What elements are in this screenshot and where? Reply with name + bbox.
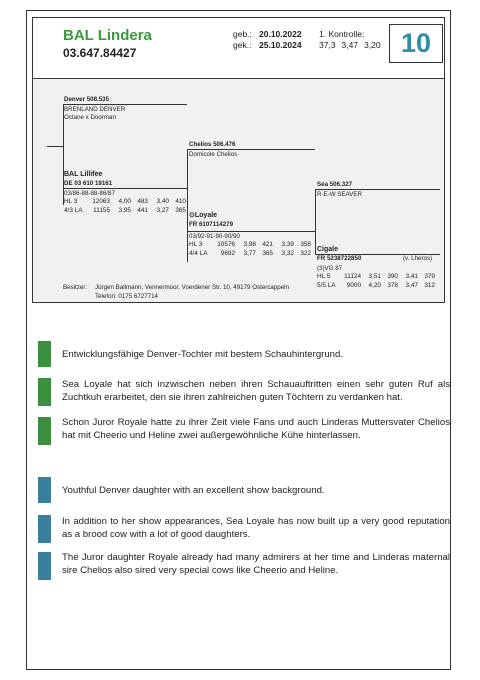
- german-para-3: Schon Juror Royale hatte zu ihrer Zeit viele Fans und auch Linderas Muttersvater Chelios hat mit Cheerio und Heline zwei außergewöhnliche Kühe hinterlassen.: [62, 417, 450, 441]
- perf-fat-pct: 3,51: [368, 273, 381, 280]
- catalog-number: 10: [389, 24, 443, 63]
- perf-prot-pct: 3,41: [405, 273, 418, 280]
- pedigree-line: [47, 146, 63, 147]
- perf-label: 4/3 LA: [64, 207, 83, 214]
- control-block: [319, 29, 387, 51]
- cow-name: BAL Lindera: [63, 27, 152, 44]
- perf-label: HL 5: [317, 273, 331, 280]
- owner-phone: Telefon: 0175 6727714: [95, 293, 158, 300]
- blue-marker: [38, 552, 51, 580]
- perf-fat-kg: 483: [137, 198, 148, 205]
- sire-lineage: Octane x Doorman: [64, 114, 116, 121]
- perf-prot-kg: 322: [300, 250, 311, 257]
- perf-milk: 9692: [220, 250, 235, 257]
- sire-full-name: BRENLAND DENVER: [64, 106, 126, 113]
- perf-prot-pct: 3,27: [156, 207, 169, 214]
- great-granddam-scores: (3)VG 87: [317, 265, 343, 272]
- pedigree-line: [315, 189, 440, 190]
- dam-reg: DE 03 610 19161: [64, 180, 113, 187]
- perf-milk: 11155: [93, 207, 110, 214]
- granddam-reg: FR 6107114279: [189, 221, 234, 228]
- granddam-name: [189, 212, 217, 220]
- perf-prot-pct: 3,40: [156, 198, 169, 205]
- owner-address: Jürgen Ballmann, Vennermoor, Voerdener Str. 10, 49179 Ostercappeln: [95, 284, 289, 291]
- granddam-perf-row: [189, 241, 311, 250]
- pedigree-line: [63, 104, 187, 105]
- green-marker: [38, 341, 51, 367]
- maternal-grandsire-name: Chelios 506.476: [189, 141, 236, 148]
- blue-marker: [38, 477, 51, 503]
- granddam-scores: 03/92-91-90-90/90: [189, 233, 240, 240]
- great-granddam-name: Cigale: [317, 246, 339, 253]
- born-date: 20.10.2022: [259, 29, 302, 39]
- card-header: [33, 18, 444, 79]
- english-para-2: In addition to her show appearances, Sea Loyale has now built up a very good reputation as a brood cow with a lot of good daughters.: [62, 516, 450, 540]
- perf-fat-kg: 390: [387, 273, 398, 280]
- german-para-1: Entwicklungsfähige Denver-Tochter mit bestem Schauhintergrund.: [62, 349, 344, 360]
- dam-perf-row: [64, 207, 186, 216]
- great-granddam-perf-row: [317, 282, 435, 291]
- pedigree-line: [315, 189, 316, 255]
- english-para-3: The Juror daughter Royale already had many admirers at her time and Linderas maternal sire Chelios also sired very special cows like Cheerio and Heline.: [62, 552, 450, 576]
- owner-label: Besitzer:: [63, 284, 88, 291]
- maternal-grandsire-full-name: Domicole Chelios: [189, 151, 238, 158]
- great-grandsire-name: Sea 506.327: [317, 181, 353, 188]
- pedigree-card: [32, 17, 445, 303]
- perf-fat-pct: 3,95: [118, 207, 131, 214]
- perf-fat-kg: 365: [262, 250, 273, 257]
- control-milk: 37,3: [319, 40, 336, 50]
- catalog-page: [26, 10, 451, 670]
- great-granddam-reg: FR 5238722850: [317, 255, 362, 262]
- pedigree-line: [63, 188, 187, 189]
- perf-milk: 11124: [344, 273, 361, 280]
- circle-g-icon: ⊙: [189, 212, 195, 219]
- pedigree: [33, 79, 444, 304]
- control-protein: 3,20: [364, 40, 381, 50]
- perf-fat-kg: 378: [387, 282, 398, 289]
- dam-scores: 03/86-88-88-86/87: [64, 190, 115, 197]
- perf-prot-kg: 365: [175, 207, 186, 214]
- perf-milk: 10576: [217, 241, 235, 248]
- great-granddam-perf-row: [317, 273, 435, 282]
- perf-prot-pct: 3,32: [281, 250, 294, 257]
- granddam-perf-row: [189, 250, 311, 259]
- perf-fat-pct: 3,98: [243, 241, 256, 248]
- control-label: 1. Kontrolle:: [319, 29, 365, 39]
- sire-name: Denver 508.535: [64, 96, 110, 103]
- dam-name: BAL Lillifee: [64, 171, 103, 178]
- perf-prot-kg: 379: [424, 273, 435, 280]
- granddam-name-text: Loyale: [194, 212, 218, 219]
- german-para-2: Sea Loyale hat sich inzwischen neben ihren Schauauftritten einen sehr guten Ruf als Zuchtkuh erarbeitet, den sie ihren zahlreichen guten Töchtern zu verdanken hat.: [62, 379, 450, 403]
- great-grandsire-full-name: R-E-W SEAVER: [317, 191, 362, 198]
- reg-number: 03.647.84427: [63, 46, 137, 60]
- blue-marker: [38, 515, 51, 543]
- calved-date: 25.10.2024: [259, 40, 302, 50]
- calved-label: gek.:: [233, 40, 252, 50]
- perf-fat-kg: 441: [137, 207, 148, 214]
- perf-milk: 12063: [92, 198, 110, 205]
- great-granddam-sire: (v. Lheros): [403, 255, 433, 262]
- green-marker: [38, 378, 51, 406]
- english-para-1: Youthful Denver daughter with an excellent show background.: [62, 485, 325, 496]
- green-marker: [38, 417, 51, 445]
- perf-label: 5/5 LA: [317, 282, 336, 289]
- dates-block: [233, 29, 302, 51]
- perf-fat-pct: 3,77: [243, 250, 256, 257]
- control-fat: 3,47: [341, 40, 359, 50]
- perf-fat-pct: 4,00: [118, 198, 131, 205]
- pedigree-line: [187, 231, 315, 232]
- pedigree-line: [187, 149, 188, 262]
- perf-fat-pct: 4,20: [368, 282, 381, 289]
- perf-prot-kg: 358: [300, 241, 311, 248]
- perf-prot-pct: 3,39: [281, 241, 294, 248]
- perf-prot-pct: 3,47: [405, 282, 418, 289]
- pedigree-line: [187, 149, 315, 150]
- perf-prot-kg: 410: [175, 198, 186, 205]
- perf-fat-kg: 421: [262, 241, 273, 248]
- born-label: geb.:: [233, 29, 252, 39]
- dam-perf-row: [64, 198, 186, 207]
- perf-prot-kg: 312: [424, 282, 435, 289]
- perf-milk: 9000: [346, 282, 361, 289]
- perf-label: HL 3: [64, 198, 78, 205]
- perf-label: 4/4 LA: [189, 250, 208, 257]
- perf-label: HL 3: [189, 241, 203, 248]
